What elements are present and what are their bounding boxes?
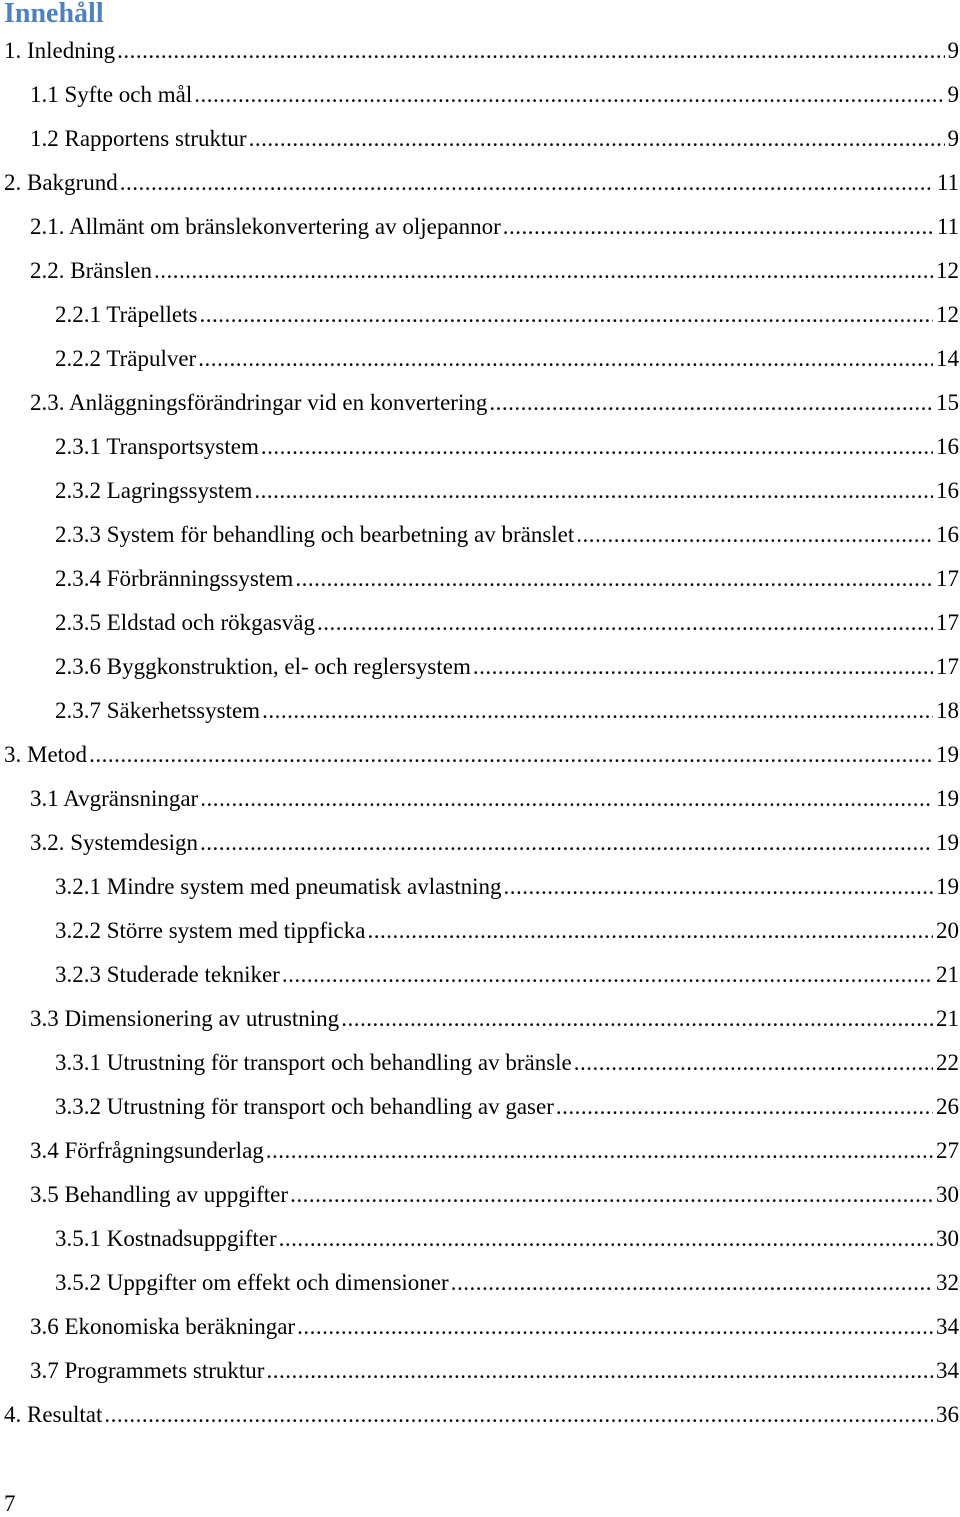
toc-dot-leader <box>503 205 934 249</box>
toc-entry[interactable] <box>0 381 960 425</box>
toc-entry-page: 9 <box>947 82 959 107</box>
toc-entry-title: 2. Bakgrund <box>4 170 118 195</box>
toc-entry-title: 2.3.5 Eldstad och rökgasväg <box>55 610 315 635</box>
toc-entry-title: 2.3.4 Förbränningssystem <box>55 566 294 591</box>
toc-entry-page: 9 <box>947 38 959 63</box>
toc-entry-page: 20 <box>936 918 959 943</box>
toc-entry[interactable] <box>0 205 960 249</box>
toc-entry[interactable] <box>0 953 960 997</box>
toc-entry-title: 2.3.3 System för behandling och bearbetning av bränslet <box>55 522 575 547</box>
toc-entry-title: 2.3. Anläggningsförändringar vid en konvertering <box>30 390 488 415</box>
toc-entry-page: 19 <box>936 742 959 767</box>
toc-entry[interactable] <box>0 601 960 645</box>
toc-entry-page: 21 <box>936 1006 959 1031</box>
toc-entry-title: 3.2. Systemdesign <box>30 830 199 855</box>
toc-entry[interactable] <box>0 557 960 601</box>
toc-entry[interactable] <box>0 337 960 381</box>
toc-dot-leader <box>261 425 933 469</box>
toc-entry[interactable] <box>0 1261 960 1305</box>
page-number: 7 <box>4 1491 16 1516</box>
toc-entry-title: 2.1. Allmänt om bränslekonvertering av oljepannor <box>30 214 501 239</box>
toc-entry-page: 19 <box>936 786 959 811</box>
toc-entry-page: 16 <box>936 478 959 503</box>
toc-entry-title: 3.3.1 Utrustning för transport och behandling av bränsle <box>55 1050 572 1075</box>
toc-entry-page: 30 <box>936 1182 959 1207</box>
toc-entry-page: 17 <box>936 610 959 635</box>
toc-entry[interactable] <box>0 73 960 117</box>
toc-dot-leader <box>279 1217 933 1261</box>
toc-dot-leader <box>200 821 933 865</box>
toc-entry-title: 2.2.2 Träpulver <box>55 346 197 371</box>
toc-dot-leader <box>576 513 933 557</box>
toc-dot-leader <box>297 1305 933 1349</box>
toc-entry-title: 4. Resultat <box>4 1402 103 1427</box>
toc-entry-title: 3.5.2 Uppgifter om effekt och dimensioner <box>55 1270 449 1295</box>
toc-dot-leader <box>266 1129 933 1173</box>
toc-entry-page: 9 <box>947 126 959 151</box>
toc-entry[interactable] <box>0 689 960 733</box>
toc-entry[interactable] <box>0 469 960 513</box>
toc-entry-page: 30 <box>936 1226 959 1251</box>
toc-entry-title: 2.2. Bränslen <box>30 258 153 283</box>
toc-dot-leader <box>451 1261 933 1305</box>
toc-entry-title: 2.3.7 Säkerhetssystem <box>55 698 261 723</box>
toc-list <box>0 29 960 1437</box>
toc-dot-leader <box>317 601 933 645</box>
toc-dot-leader <box>89 733 933 777</box>
toc-entry-page: 34 <box>936 1358 959 1383</box>
toc-dot-leader <box>154 249 933 293</box>
toc-entry[interactable] <box>0 29 960 73</box>
toc-dot-leader <box>489 381 933 425</box>
toc-entry-title: 3.3 Dimensionering av utrustning <box>30 1006 340 1031</box>
toc-dot-leader <box>556 1085 933 1129</box>
toc-dot-leader <box>198 337 933 381</box>
toc-entry[interactable] <box>0 1041 960 1085</box>
toc-entry[interactable] <box>0 1393 960 1437</box>
toc-entry-title: 3.6 Ekonomiska beräkningar <box>30 1314 296 1339</box>
toc-entry-page: 18 <box>936 698 959 723</box>
toc-entry-page: 32 <box>936 1270 959 1295</box>
toc-entry[interactable] <box>0 1173 960 1217</box>
toc-dot-leader <box>574 1041 933 1085</box>
toc-entry[interactable] <box>0 865 960 909</box>
toc-entry[interactable] <box>0 645 960 689</box>
toc-dot-leader <box>367 909 933 953</box>
toc-entry-title: 3.1 Avgränsningar <box>30 786 199 811</box>
toc-entry-page: 12 <box>936 302 959 327</box>
toc-entry[interactable] <box>0 1305 960 1349</box>
toc-dot-leader <box>473 645 933 689</box>
toc-dot-leader <box>282 953 933 997</box>
toc-dot-leader <box>341 997 933 1041</box>
toc-dot-leader <box>290 1173 933 1217</box>
toc-dot-leader <box>117 29 944 73</box>
toc-entry-page: 36 <box>936 1402 959 1427</box>
toc-entry-title: 3. Metod <box>4 742 88 767</box>
toc-entry-page: 12 <box>936 258 959 283</box>
toc-entry-title: 3.2.3 Studerade tekniker <box>55 962 280 987</box>
toc-entry[interactable] <box>0 997 960 1041</box>
toc-entry-page: 22 <box>936 1050 959 1075</box>
toc-entry-page: 19 <box>936 830 959 855</box>
toc-entry-title: 2.3.6 Byggkonstruktion, el- och reglersystem <box>55 654 471 679</box>
toc-entry-title: 3.2.2 Större system med tippficka <box>55 918 366 943</box>
toc-entry[interactable] <box>0 1129 960 1173</box>
toc-entry-page: 16 <box>936 522 959 547</box>
toc-dot-leader <box>262 689 933 733</box>
toc-dot-leader <box>295 557 933 601</box>
toc-title: Innehåll <box>4 0 104 29</box>
toc-entry[interactable] <box>0 513 960 557</box>
toc-entry[interactable] <box>0 1085 960 1129</box>
toc-entry-title: 3.5.1 Kostnadsuppgifter <box>55 1226 277 1251</box>
toc-entry[interactable] <box>0 425 960 469</box>
toc-entry-title: 1.1 Syfte och mål <box>30 82 193 107</box>
toc-entry[interactable] <box>0 117 960 161</box>
toc-entry[interactable] <box>0 821 960 865</box>
toc-entry-title: 3.5 Behandling av uppgifter <box>30 1182 289 1207</box>
toc-dot-leader <box>249 117 945 161</box>
toc-entry-page: 16 <box>936 434 959 459</box>
toc-entry-page: 17 <box>936 654 959 679</box>
toc-entry-title: 3.4 Förfrågningsunderlag <box>30 1138 264 1163</box>
toc-entry-title: 2.3.1 Transportsystem <box>55 434 259 459</box>
toc-entry-page: 26 <box>936 1094 959 1119</box>
toc-entry-page: 17 <box>936 566 959 591</box>
toc-entry[interactable] <box>0 293 960 337</box>
toc-dot-leader <box>194 73 944 117</box>
toc-dot-leader <box>254 469 933 513</box>
toc-dot-leader <box>104 1393 933 1437</box>
toc-entry-title: 2.3.2 Lagringssystem <box>55 478 253 503</box>
toc-dot-leader <box>120 161 934 205</box>
toc-entry-page: 11 <box>936 214 959 239</box>
toc-entry-title: 2.2.1 Träpellets <box>55 302 198 327</box>
toc-entry[interactable] <box>0 161 960 205</box>
toc-entry-page: 11 <box>936 170 959 195</box>
toc-entry-page: 27 <box>936 1138 959 1163</box>
toc-entry-page: 14 <box>936 346 959 371</box>
toc-entry-title: 3.3.2 Utrustning för transport och behandling av gaser <box>55 1094 554 1119</box>
toc-entry[interactable] <box>0 249 960 293</box>
toc-dot-leader <box>200 777 933 821</box>
toc-entry-title: 3.2.1 Mindre system med pneumatisk avlastning <box>55 874 502 899</box>
toc-entry-title: 1. Inledning <box>4 38 116 63</box>
toc-dot-leader <box>266 1349 933 1393</box>
toc-dot-leader <box>504 865 933 909</box>
toc-entry-page: 34 <box>936 1314 959 1339</box>
toc-entry[interactable] <box>0 1349 960 1393</box>
toc-entry-page: 15 <box>936 390 959 415</box>
toc-entry[interactable] <box>0 777 960 821</box>
toc-entry-title: 3.7 Programmets struktur <box>30 1358 265 1383</box>
toc-dot-leader <box>199 293 933 337</box>
toc-entry[interactable] <box>0 1217 960 1261</box>
toc-entry-title: 1.2 Rapportens struktur <box>30 126 247 151</box>
toc-entry-page: 21 <box>936 962 959 987</box>
toc-entry-page: 19 <box>936 874 959 899</box>
toc-entry[interactable] <box>0 733 960 777</box>
toc-entry[interactable] <box>0 909 960 953</box>
